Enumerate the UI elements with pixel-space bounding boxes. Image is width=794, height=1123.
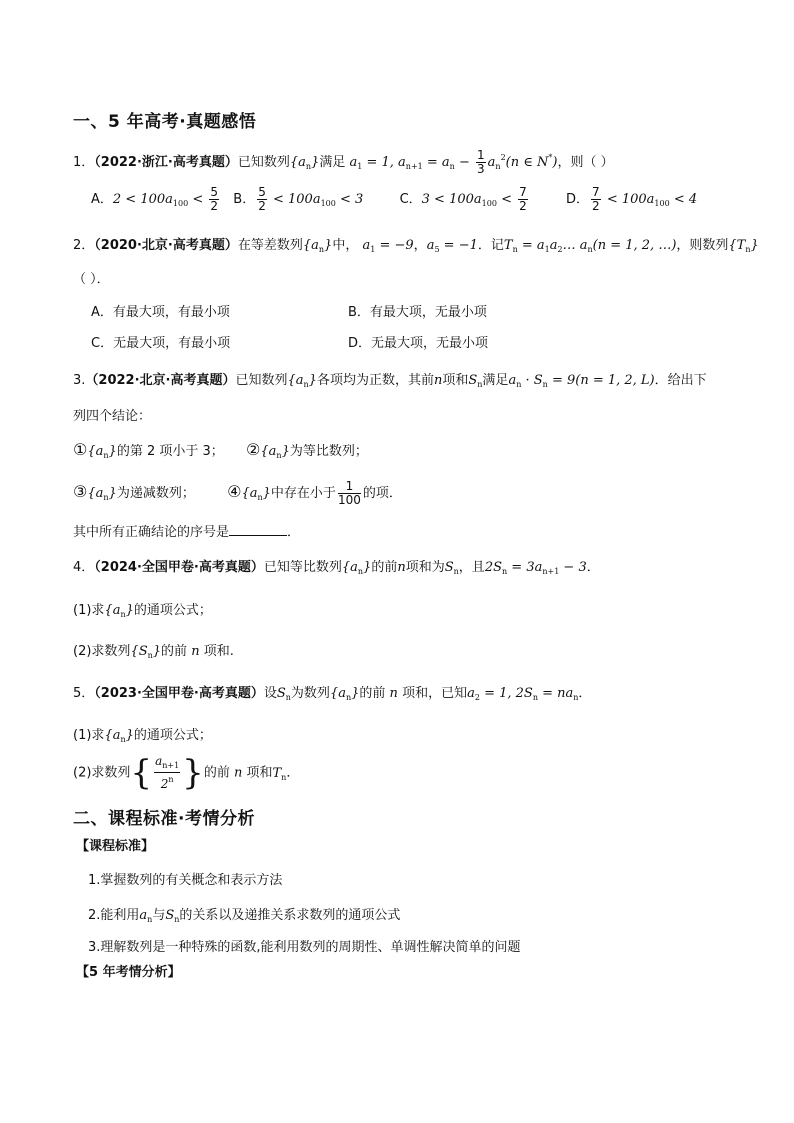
standards-item-1: 1.掌握数列的有关概念和表示方法: [88, 873, 283, 888]
question-3-stem: 3.（2022·北京·高考真题）已知数列$\{a_n\}$各项均为正数，其前n项和$S_n$满足$a_n \cdot S_n = 9(n = 1$, 2, L)．给出下: [73, 373, 707, 389]
question-source: （2024·全国甲卷·高考真题）: [94, 560, 264, 575]
q1-options-row: [91, 186, 697, 213]
analysis-header: 【5 年考情分析】: [76, 965, 181, 980]
question-source: （2023·全国甲卷·高考真题）: [94, 686, 264, 701]
q1-option-b: B． $\frac{5}{2}$ < $100a_{100} < 3$: [233, 185, 364, 213]
question-4-stem: 4．（2024·全国甲卷·高考真题）已知等比数列$\{a_n\}$的前n项和为$S_n$，且$2S_n = 3a_{n+1} - 3$．: [73, 560, 600, 576]
q3-ask: 其中所有正确结论的序号是 ．: [73, 525, 301, 540]
question-source: （2020·北京·高考真题）: [94, 238, 238, 253]
q2-option-d: D．无最大项，无最小项: [348, 336, 489, 351]
question-3-stem-line2: 列四个结论：: [73, 409, 152, 424]
standards-header: 【课程标准】: [76, 839, 155, 854]
q2-option-a: A．有最大项，有最小项: [91, 305, 230, 320]
section-title-2: 二、课程标准·考情分析: [73, 809, 255, 829]
q5-part-1: (1)求$\{a_n\}$的通项公式；: [73, 728, 212, 744]
question-2-stem-end: （ ）．: [73, 272, 110, 287]
question-source: （2022·浙江·高考真题）: [94, 155, 238, 170]
question-number: 1．: [73, 155, 95, 170]
q2-option-b: B．有最大项，无最小项: [348, 305, 487, 320]
q2-option-c: C．无最大项，有最小项: [91, 336, 231, 351]
answer-blank[interactable]: [229, 525, 287, 536]
question-1-stem: 1．（2022·浙江·高考真题）已知数列$\{a_n\}$满足 $a_1 = 1$, $a_{n+1} = a_n$ − $\frac{1}{3}$ $a_n^2(n$ ∈ N*)，则（ ）: [73, 148, 614, 176]
q1-option-d: D． $\frac{7}{2}$ < $100a_{100} < 4$: [566, 185, 698, 213]
q3-conclusions-row2: $③\{a_n\}$为递减数列； $④\{a_n\}$中存在小于 $\frac{1}{100}$ 的项．: [73, 479, 402, 507]
q4-part-2: (2)求数列$\{S_n\}$的前 n 项和.: [73, 644, 234, 660]
standards-item-3: 3.理解数列是一种特殊的函数,能利用数列的周期性、单调性解决简单的问题: [88, 940, 521, 955]
q1-option-a: A．$2 < 100a_{100}$ < $\frac{5}{2}$: [91, 185, 218, 213]
question-source: （2022·北京·高考真题）: [85, 373, 236, 388]
q3-conclusions-row1: $①\{a_n\}$的第 2 项小于 3； $②\{a_n\}$为等比数列；: [73, 440, 368, 460]
standards-item-2: 2.能利用$a_n$与$S_n$的关系以及递推关系求数列的通项公式: [88, 908, 401, 924]
q1-option-c: C．$3 < 100a_{100}$ < $\frac{7}{2}$: [399, 185, 527, 213]
q5-part-2: (2)求数列{ $\frac{a_{n+1}}{2^n}$ }的前 n 项和$T_n$．: [73, 753, 300, 793]
q4-part-1: (1)求$\{a_n\}$的通项公式；: [73, 603, 212, 619]
question-5-stem: 5．（2023·全国甲卷·高考真题）设$S_n$为数列$\{a_n\}$的前 n 项和，已知$a_2 = 1$, $2S_n = na_n$．: [73, 686, 592, 702]
section-title-1: 一、5 年高考·真题感悟: [73, 112, 257, 132]
question-2-stem: 2．（2020·北京·高考真题）在等差数列$\{a_n\}$中， $a_1 = -9$，$a_5 = -1$．记$T_n$ = $a_1a_2\dots$ $a_n(n = 1$, 2, …)，则数列$\{T_n\}$: [73, 238, 759, 254]
